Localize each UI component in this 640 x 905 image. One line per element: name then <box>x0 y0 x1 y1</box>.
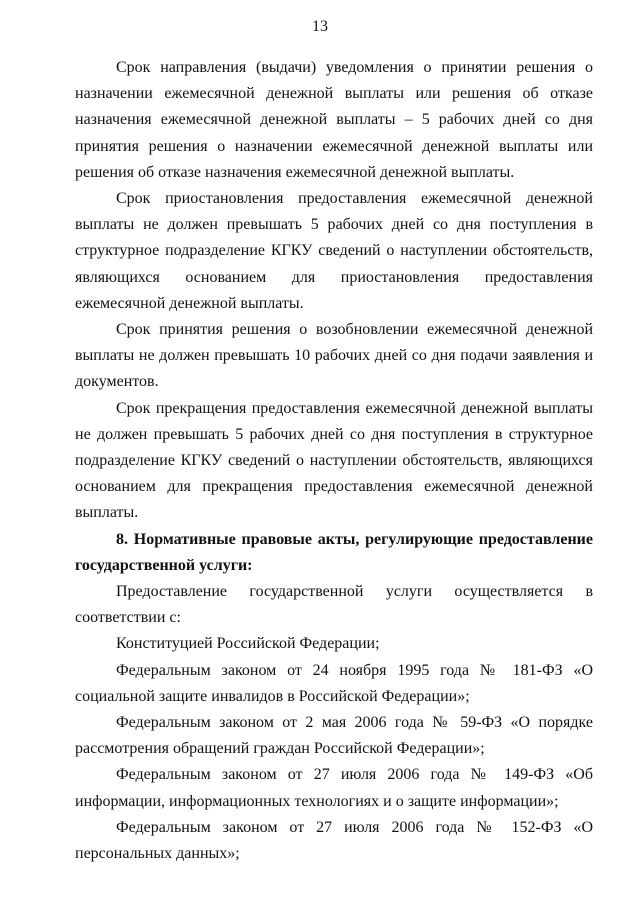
paragraph-suspension-deadline: Срок приостановления предоставления ежемесячной денежной выплаты не должен превышать 5 рабочих дней со дня поступления в структурное подразделение КГКУ сведений о наступлении обстоятельств, являющихся основанием для приостановления предоставления ежемесячной денежной выплаты. <box>75 190 593 312</box>
document-body <box>75 55 593 867</box>
paragraph-resumption-deadline: Срок принятия решения о возобновлении ежемесячной денежной выплаты не должен превышать 10 рабочих дней со дня подачи заявления и документов. <box>75 321 593 391</box>
section-heading: 8. Нормативные правовые акты, регулирующие предоставление государственной услуги: <box>75 530 593 574</box>
act-149-fz: Федеральным законом от 27 июля 2006 года № 149-ФЗ «Об информации, информационных технологиях и о защите информации»; <box>75 766 593 810</box>
paragraph-termination-deadline: Срок прекращения предоставления ежемесячной денежной выплаты не должен превышать 5 рабочих дней со дня поступления в структурное подразделение КГКУ сведений о наступлении обстоятельств, являющихся основанием для прекращения предоставления ежемесячной денежной выплаты. <box>75 399 593 522</box>
paragraph-notification-deadline: Срок направления (выдачи) уведомления о принятии решения о назначении ежемесячной денежной выплаты или решения об отказе назначения ежемесячной денежной выплаты – 5 рабочих дней со дня принятия решения о назначении ежемесячной денежной выплаты или решения об отказе назначения ежемесячной денежной выплаты. <box>75 59 593 181</box>
act-152-fz: Федеральным законом от 27 июля 2006 года № 152-ФЗ «О персональных данных»; <box>75 818 593 863</box>
act-59-fz: Федеральным законом от 2 мая 2006 года № 59-ФЗ «О порядке рассмотрения обращений граждан Российской Федерации»; <box>75 714 593 758</box>
act-constitution: Конституцией Российской Федерации; <box>116 635 380 653</box>
paragraph-intro: Предоставление государственной услуги осуществляется в соответствии с: <box>75 583 593 627</box>
page-number: 13 <box>312 18 328 35</box>
act-181-fz: Федеральным законом от 24 ноября 1995 года № 181-ФЗ «О социальной защите инвалидов в Российской Федерации»; <box>75 661 593 705</box>
